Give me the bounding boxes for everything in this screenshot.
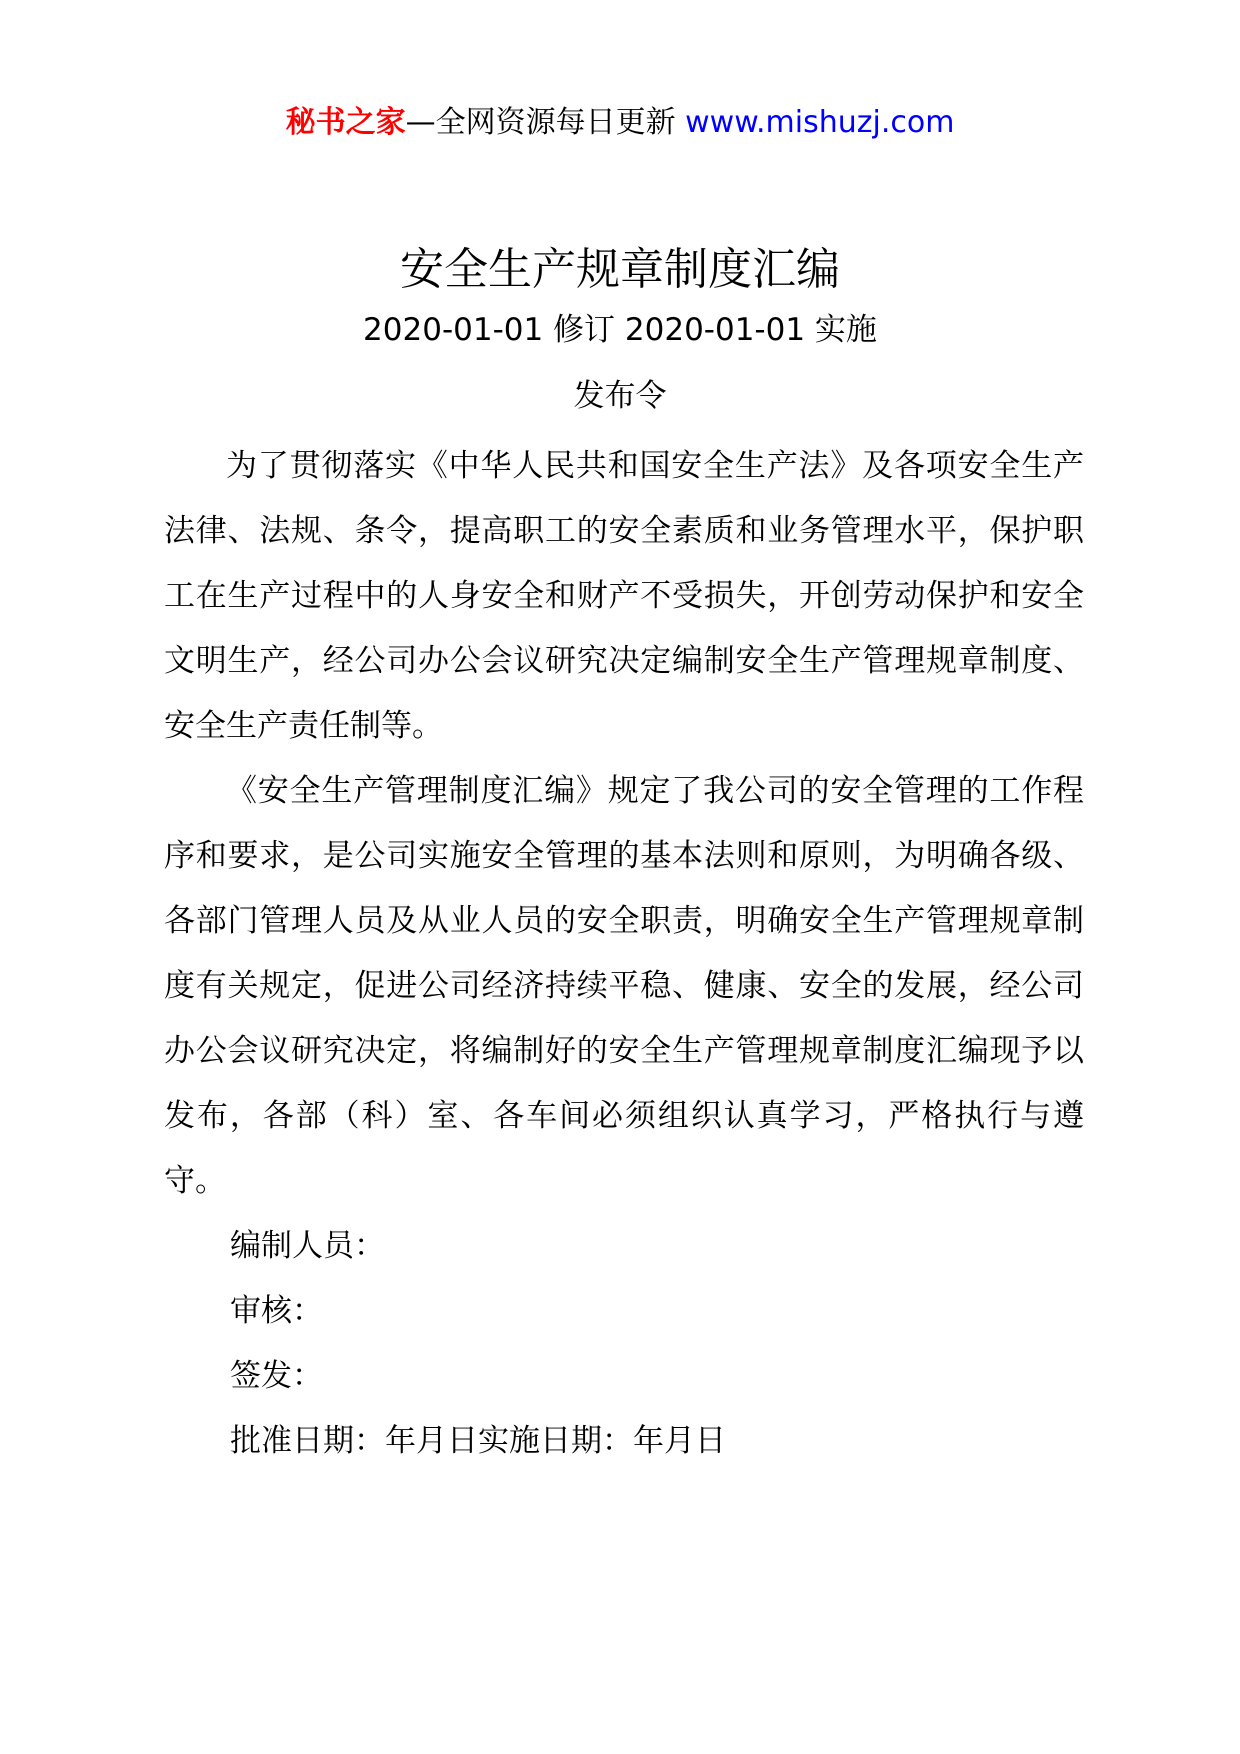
site-header xyxy=(0,102,1240,144)
body-paragraph-1: 为了贯彻落实《中华人民共和国安全生产法》及各项安全生产法律、法规、条令，提高职工的安全素质和业务管理水平，保护职工在生产过程中的人身安全和财产不受损失，开创劳动保护和安全文明生产，经公司办公会议研究决定编制安全生产管理规章制度、安全生产责任制等。 xyxy=(164,448,1084,744)
decree-heading: 发布令 xyxy=(573,378,667,414)
signoff-issuer: 签发： xyxy=(230,1358,323,1394)
body-paragraph-2: 《安全生产管理制度汇编》规定了我公司的安全管理的工作程序和要求，是公司实施安全管理的基本法则和原则，为明确各级、各部门管理人员及从业人员的安全职责，明确安全生产管理规章制度有关规定，促进公司经济持续平稳、健康、安全的发展，经公司办公会议研究决定，将编制好的安全生产管理规章制度汇编现予以发布，各部（科）室、各车间必须组织认真学习，严格执行与遵守。 xyxy=(164,773,1084,1199)
document-subtitle: 2020-01-01 修订 2020-01-01 实施 xyxy=(363,312,877,348)
site-tagline: —全网资源每日更新 xyxy=(405,105,676,140)
site-url[interactable]: www.mishuzj.com xyxy=(685,105,955,140)
signoff-compiler: 编制人员： xyxy=(230,1228,385,1264)
signoff-reviewer: 审核： xyxy=(230,1293,323,1329)
site-brand: 秘书之家 xyxy=(285,105,406,140)
signoff-dates: 批准日期：年月日实施日期：年月日 xyxy=(230,1423,726,1459)
document-title: 安全生产规章制度汇编 xyxy=(400,244,840,295)
document-body xyxy=(164,434,1084,1474)
